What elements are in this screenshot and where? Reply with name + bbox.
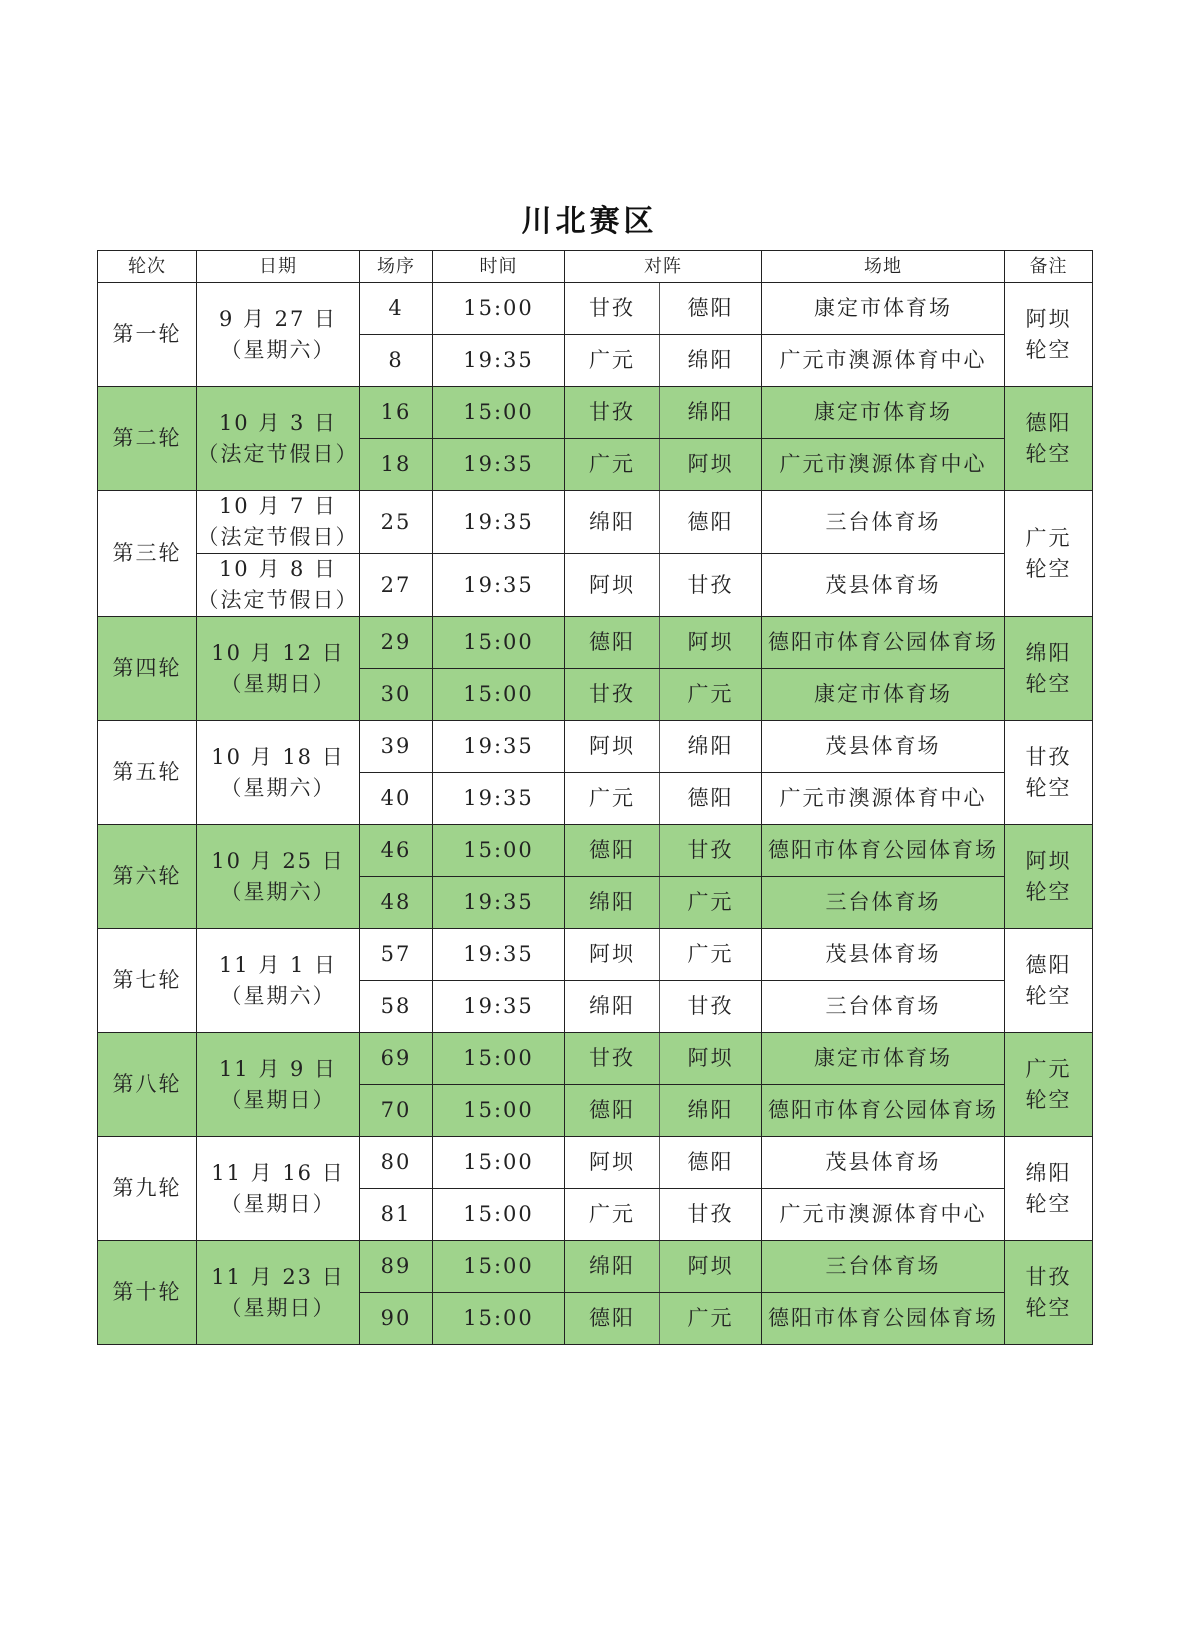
match-time: 15:00 xyxy=(433,617,565,669)
header-date: 日期 xyxy=(197,251,360,283)
away-team: 广元 xyxy=(660,1293,762,1345)
away-team: 阿坝 xyxy=(660,439,762,491)
round-label: 第七轮 xyxy=(98,929,197,1033)
date-cell xyxy=(197,721,360,825)
note-line: 绵阳 xyxy=(1025,640,1072,665)
away-team: 绵阳 xyxy=(660,387,762,439)
away-team: 绵阳 xyxy=(660,1085,762,1137)
venue: 德阳市体育公园体育场 xyxy=(762,1293,1005,1345)
header-round: 轮次 xyxy=(98,251,197,283)
match-no: 81 xyxy=(360,1189,433,1241)
venue: 茂县体育场 xyxy=(762,554,1005,617)
match-time: 19:35 xyxy=(433,981,565,1033)
home-team: 绵阳 xyxy=(565,491,660,554)
match-time: 15:00 xyxy=(433,1137,565,1189)
home-team: 甘孜 xyxy=(565,387,660,439)
home-team: 广元 xyxy=(565,1189,660,1241)
match-time: 19:35 xyxy=(433,439,565,491)
venue: 茂县体育场 xyxy=(762,929,1005,981)
match-time: 15:00 xyxy=(433,825,565,877)
match-no: 48 xyxy=(360,877,433,929)
note-line: 德阳 xyxy=(1025,952,1072,977)
away-team: 广元 xyxy=(660,877,762,929)
match-no: 8 xyxy=(360,335,433,387)
venue: 康定市体育场 xyxy=(762,387,1005,439)
away-team: 德阳 xyxy=(660,1137,762,1189)
date-line: 9 月 27 日 xyxy=(218,306,338,331)
table-row xyxy=(98,1241,1093,1293)
away-team: 甘孜 xyxy=(660,825,762,877)
note-line: 广元 xyxy=(1025,525,1072,550)
table-row xyxy=(98,617,1093,669)
date-line: （法定节假日） xyxy=(197,441,359,466)
venue: 三台体育场 xyxy=(762,491,1005,554)
match-time: 15:00 xyxy=(433,1293,565,1345)
note-line: 轮空 xyxy=(1025,983,1072,1008)
home-team: 德阳 xyxy=(565,1085,660,1137)
match-time: 19:35 xyxy=(433,721,565,773)
date-line: 10 月 18 日 xyxy=(211,744,345,769)
venue: 三台体育场 xyxy=(762,877,1005,929)
date-cell xyxy=(197,929,360,1033)
note-line: 甘孜 xyxy=(1025,744,1072,769)
date-line: （星期六） xyxy=(220,775,336,800)
date-cell xyxy=(197,825,360,929)
header-note: 备注 xyxy=(1005,251,1093,283)
round-label: 第五轮 xyxy=(98,721,197,825)
round-label: 第四轮 xyxy=(98,617,197,721)
table-row xyxy=(98,825,1093,877)
away-team: 阿坝 xyxy=(660,1033,762,1085)
round-label: 第六轮 xyxy=(98,825,197,929)
home-team: 阿坝 xyxy=(565,721,660,773)
venue: 茂县体育场 xyxy=(762,1137,1005,1189)
venue: 康定市体育场 xyxy=(762,283,1005,335)
date-line: 10 月 7 日 xyxy=(218,494,338,518)
home-team: 甘孜 xyxy=(565,283,660,335)
date-cell xyxy=(197,617,360,721)
table-row xyxy=(98,1137,1093,1189)
header-time: 时间 xyxy=(433,251,565,283)
away-team: 德阳 xyxy=(660,773,762,825)
round-label: 第十轮 xyxy=(98,1241,197,1345)
match-time: 15:00 xyxy=(433,1033,565,1085)
note-line: 德阳 xyxy=(1025,410,1072,435)
note-cell xyxy=(1005,721,1093,825)
table-row xyxy=(98,554,1093,617)
date-line: （星期六） xyxy=(220,983,336,1008)
date-line: （星期六） xyxy=(220,337,336,362)
away-team: 广元 xyxy=(660,669,762,721)
note-line: 阿坝 xyxy=(1025,848,1072,873)
match-no: 40 xyxy=(360,773,433,825)
home-team: 阿坝 xyxy=(565,554,660,617)
venue: 广元市澳源体育中心 xyxy=(762,1189,1005,1241)
match-time: 19:35 xyxy=(433,554,565,617)
match-time: 15:00 xyxy=(433,1189,565,1241)
date-line: （法定节假日） xyxy=(197,525,359,549)
home-team: 甘孜 xyxy=(565,669,660,721)
date-line: （星期日） xyxy=(220,671,336,696)
date-line: 11 月 23 日 xyxy=(211,1264,345,1289)
match-no: 18 xyxy=(360,439,433,491)
match-no: 58 xyxy=(360,981,433,1033)
venue: 康定市体育场 xyxy=(762,1033,1005,1085)
match-time: 15:00 xyxy=(433,1241,565,1293)
date-line: （星期日） xyxy=(220,1087,336,1112)
note-line: 轮空 xyxy=(1025,1087,1072,1112)
match-no: 16 xyxy=(360,387,433,439)
home-team: 绵阳 xyxy=(565,877,660,929)
date-line: 10 月 12 日 xyxy=(211,640,345,665)
date-cell xyxy=(197,1033,360,1137)
date-line: 10 月 8 日 xyxy=(218,557,338,581)
note-cell xyxy=(1005,1033,1093,1137)
note-line: 轮空 xyxy=(1025,337,1072,362)
home-team: 德阳 xyxy=(565,1293,660,1345)
note-cell xyxy=(1005,825,1093,929)
match-no: 29 xyxy=(360,617,433,669)
match-no: 4 xyxy=(360,283,433,335)
date-line: 11 月 16 日 xyxy=(211,1160,345,1185)
note-cell xyxy=(1005,1241,1093,1345)
note-line: 轮空 xyxy=(1025,671,1072,696)
note-cell xyxy=(1005,491,1093,617)
venue: 广元市澳源体育中心 xyxy=(762,773,1005,825)
table-row xyxy=(98,283,1093,335)
match-no: 30 xyxy=(360,669,433,721)
date-line: 10 月 25 日 xyxy=(211,848,345,873)
venue: 德阳市体育公园体育场 xyxy=(762,825,1005,877)
date-line: 11 月 9 日 xyxy=(218,1056,338,1081)
venue: 德阳市体育公园体育场 xyxy=(762,617,1005,669)
away-team: 绵阳 xyxy=(660,335,762,387)
venue: 茂县体育场 xyxy=(762,721,1005,773)
table-row xyxy=(98,387,1093,439)
note-line: 轮空 xyxy=(1025,1191,1072,1216)
note-line: 轮空 xyxy=(1025,556,1072,581)
note-line: 绵阳 xyxy=(1025,1160,1072,1185)
match-no: 69 xyxy=(360,1033,433,1085)
away-team: 甘孜 xyxy=(660,554,762,617)
date-line: 11 月 1 日 xyxy=(218,952,338,977)
venue: 康定市体育场 xyxy=(762,669,1005,721)
date-cell xyxy=(197,1137,360,1241)
home-team: 德阳 xyxy=(565,617,660,669)
venue: 广元市澳源体育中心 xyxy=(762,439,1005,491)
round-label: 第三轮 xyxy=(98,491,197,617)
note-line: 轮空 xyxy=(1025,775,1072,800)
note-cell xyxy=(1005,283,1093,387)
match-time: 19:35 xyxy=(433,773,565,825)
date-line: 10 月 3 日 xyxy=(218,410,338,435)
match-time: 15:00 xyxy=(433,1085,565,1137)
match-time: 19:35 xyxy=(433,929,565,981)
match-no: 90 xyxy=(360,1293,433,1345)
home-team: 德阳 xyxy=(565,825,660,877)
match-no: 39 xyxy=(360,721,433,773)
header-venue: 场地 xyxy=(762,251,1005,283)
home-team: 广元 xyxy=(565,439,660,491)
match-time: 15:00 xyxy=(433,669,565,721)
note-cell xyxy=(1005,929,1093,1033)
note-cell xyxy=(1005,1137,1093,1241)
match-no: 27 xyxy=(360,554,433,617)
match-no: 80 xyxy=(360,1137,433,1189)
away-team: 甘孜 xyxy=(660,981,762,1033)
away-team: 德阳 xyxy=(660,283,762,335)
venue: 德阳市体育公园体育场 xyxy=(762,1085,1005,1137)
away-team: 阿坝 xyxy=(660,617,762,669)
note-line: 轮空 xyxy=(1025,1295,1072,1320)
home-team: 阿坝 xyxy=(565,929,660,981)
table-row xyxy=(98,1033,1093,1085)
date-cell xyxy=(197,1241,360,1345)
table-row xyxy=(98,721,1093,773)
home-team: 阿坝 xyxy=(565,1137,660,1189)
away-team: 甘孜 xyxy=(660,1189,762,1241)
match-no: 46 xyxy=(360,825,433,877)
match-no: 70 xyxy=(360,1085,433,1137)
date-cell xyxy=(197,283,360,387)
table-row xyxy=(98,491,1093,554)
date-cell xyxy=(197,554,360,617)
page-title: 川北赛区 xyxy=(521,204,658,239)
venue: 三台体育场 xyxy=(762,981,1005,1033)
schedule-body xyxy=(98,283,1093,1345)
date-cell xyxy=(197,491,360,554)
home-team: 绵阳 xyxy=(565,981,660,1033)
round-label: 第八轮 xyxy=(98,1033,197,1137)
match-time: 19:35 xyxy=(433,877,565,929)
schedule-table xyxy=(97,250,1093,1345)
date-line: （星期日） xyxy=(220,1191,336,1216)
header-matchup: 对阵 xyxy=(565,251,762,283)
table-row xyxy=(98,929,1093,981)
match-time: 19:35 xyxy=(433,491,565,554)
home-team: 甘孜 xyxy=(565,1033,660,1085)
home-team: 广元 xyxy=(565,773,660,825)
round-label: 第九轮 xyxy=(98,1137,197,1241)
match-time: 19:35 xyxy=(433,335,565,387)
home-team: 广元 xyxy=(565,335,660,387)
away-team: 德阳 xyxy=(660,491,762,554)
note-cell xyxy=(1005,617,1093,721)
match-time: 15:00 xyxy=(433,387,565,439)
note-line: 轮空 xyxy=(1025,441,1072,466)
note-cell xyxy=(1005,387,1093,491)
date-line: （法定节假日） xyxy=(197,588,359,612)
round-label: 第一轮 xyxy=(98,283,197,387)
away-team: 绵阳 xyxy=(660,721,762,773)
home-team: 绵阳 xyxy=(565,1241,660,1293)
venue: 三台体育场 xyxy=(762,1241,1005,1293)
date-line: （星期日） xyxy=(220,1295,336,1320)
venue: 广元市澳源体育中心 xyxy=(762,335,1005,387)
header-row xyxy=(98,251,1093,283)
match-no: 57 xyxy=(360,929,433,981)
note-line: 甘孜 xyxy=(1025,1264,1072,1289)
match-no: 89 xyxy=(360,1241,433,1293)
away-team: 阿坝 xyxy=(660,1241,762,1293)
date-line: （星期六） xyxy=(220,879,336,904)
note-line: 轮空 xyxy=(1025,879,1072,904)
note-line: 广元 xyxy=(1025,1056,1072,1081)
header-match-no: 场序 xyxy=(360,251,433,283)
round-label: 第二轮 xyxy=(98,387,197,491)
away-team: 广元 xyxy=(660,929,762,981)
note-line: 阿坝 xyxy=(1025,306,1072,331)
date-cell xyxy=(197,387,360,491)
match-time: 15:00 xyxy=(433,283,565,335)
match-no: 25 xyxy=(360,491,433,554)
